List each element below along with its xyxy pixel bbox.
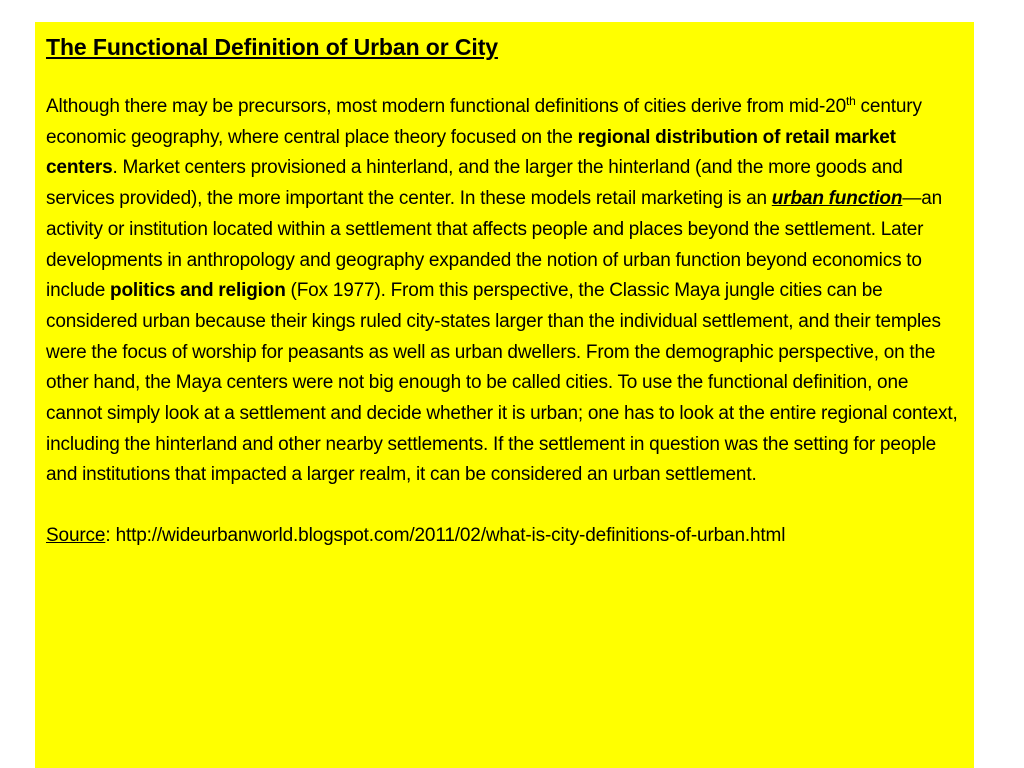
paragraph-text-2: century economic geography, where central place theory focused on the	[46, 96, 922, 148]
slide-title: The Functional Definition of Urban or City	[46, 34, 498, 60]
ordinal-superscript: th	[846, 94, 856, 108]
bold-phrase-politics: politics and religion	[110, 280, 286, 302]
source-citation	[46, 521, 962, 552]
key-term-urban-function: urban function	[771, 188, 903, 210]
paragraph-text-1: Although there may be precursors, most modern functional definitions of cities derive from mid-20	[46, 96, 846, 117]
paragraph-text-4: —an activity or institution located within a settlement that affects people and places beyond the settlement. Later developments in anthropology and geography expanded the notion of urban function beyond economics to include	[46, 188, 943, 302]
slide-text-box	[35, 22, 974, 768]
bold-phrase-retail: regional distribution of retail market centers	[46, 126, 896, 179]
source-label: Source	[46, 525, 106, 547]
body-paragraph	[46, 92, 962, 491]
source-url: http://wideurbanworld.blogspot.com/2011/02/what-is-city-definitions-of-urban.html	[115, 525, 786, 547]
paragraph-text-5: (Fox 1977). From this perspective, the Classic Maya jungle cities can be considered urban because their kings ruled city-states larger than the individual settlement, and their temples were the focus of worship for peasants as well as urban dwellers. From the demographic perspective, on the other hand, the Maya centers were not big enough to be called cities. To use the functional definition, one cannot simply look at a settlement and decide whether it is urban; one has to look at the entire regional context, including the hinterland and other nearby settlements. If the settlement in question was the setting for people and institutions that impacted a larger realm, it can be considered an urban settlement.	[46, 280, 958, 486]
paragraph-text-3: . Market centers provisioned a hinterland, and the larger the hinterland (and the more goods and services provided), the more important the center. In these models retail marketing is an	[46, 157, 903, 210]
source-separator: :	[105, 525, 116, 547]
